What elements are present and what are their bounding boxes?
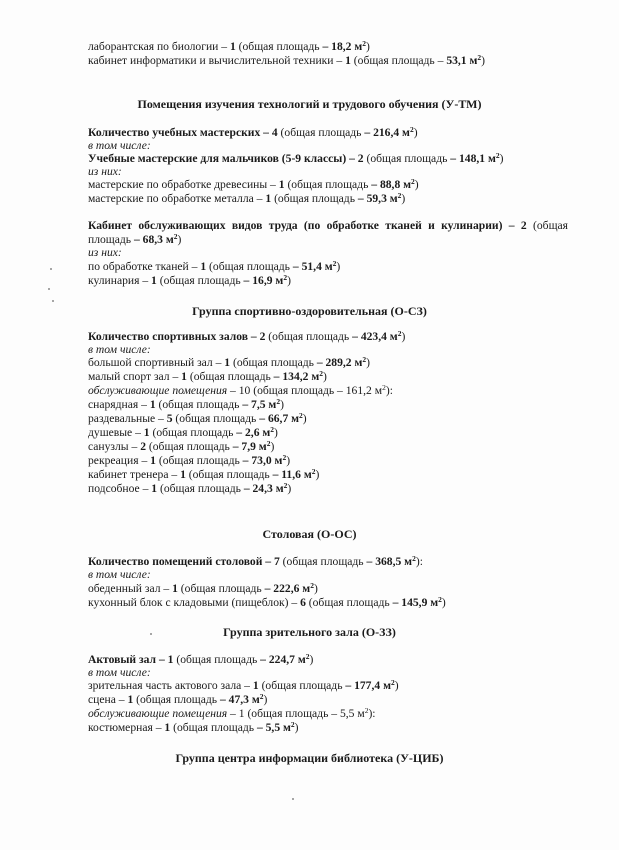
list-item: по обработке тканей – 1 (общая площадь – 51,4 $м^2$): [88, 259, 341, 273]
list-item: подсобное – 1 (общая площадь – 24,3 $м^2$): [88, 481, 292, 495]
list-item: Учебные мастерские для мальчиков (5-9 классы) – 2 (общая площадь – 148,1 $м^2$): [88, 151, 504, 165]
list-item: снарядная – 1 (общая площадь – 7,5 $м^2$): [88, 397, 284, 411]
list-item: обслуживающие помещения – 10 (общая площадь – 161,2 $м^2$):: [88, 383, 393, 397]
section-heading: Группа зрительного зала (О-ЗЗ): [223, 625, 396, 639]
section-heading: Столовая (О-ОС): [262, 527, 357, 541]
list-item: Количество помещений столовой – 7 (общая площадь – 368,5 $м^2$):: [88, 554, 423, 568]
list-item: кулинария – 1 (общая площадь – 16,9 $м^2$): [88, 273, 291, 287]
list-item: кабинет тренера – 1 (общая площадь – 11,6 $м^2$): [88, 467, 320, 481]
list-item: рекреация – 1 (общая площадь – 73,0 $м^2$): [88, 453, 291, 467]
list-item: лаборантская по биологии – 1 (общая площадь – 18,2 $м^2$): [88, 39, 370, 53]
list-item: кухонный блок с кладовыми (пищеблок) – 6 (общая площадь – 145,9 $м^2$): [88, 595, 446, 609]
list-item: Количество спортивных залов – 2 (общая площадь – 423,4 $м^2$): [88, 329, 406, 343]
list-subheading: из них:: [88, 246, 122, 259]
scan-speck: [48, 288, 50, 290]
list-item: кабинет информатики и вычислительной техники – 1 (общая площадь – 53,1 $м^2$): [88, 53, 486, 67]
scan-speck: [292, 798, 294, 800]
list-item: душевые – 1 (общая площадь – 2,6 $м^2$): [88, 425, 278, 439]
list-item: обслуживающие помещения – 1 (общая площадь – 5,5 $м^2$):: [88, 706, 376, 720]
section-heading: Группа спортивно-оздоровительная (О-СЗ): [192, 304, 427, 318]
list-item: Кабинет обслуживающих видов труда (по обработке тканей и кулинарии) – 2 (общая площадь – 68,3 $м^2$): [88, 219, 568, 246]
scan-speck: [150, 633, 152, 635]
list-item: мастерские по обработке металла – 1 (общая площадь – 59,3 $м^2$): [88, 191, 406, 205]
list-item: большой спортивный зал – 1 (общая площадь – 289,2 $м^2$): [88, 355, 371, 369]
list-item: зрительная часть актового зала – 1 (общая площадь – 177,4 $м^2$): [88, 678, 399, 692]
list-subheading: в том числе:: [88, 139, 151, 152]
scan-speck: [50, 268, 52, 270]
scan-speck: [52, 300, 54, 302]
list-item: костюмерная – 1 (общая площадь – 5,5 $м^2$): [88, 720, 299, 734]
list-subheading: в том числе:: [88, 568, 151, 581]
section-heading: Группа центра информации библиотека (У-ЦИБ): [175, 751, 444, 765]
list-item: малый спорт зал – 1 (общая площадь – 134,2 $м^2$): [88, 369, 327, 383]
section-heading: Помещения изучения технологий и трудового обучения (У-ТМ): [137, 97, 482, 111]
list-item: сцена – 1 (общая площадь – 47,3 $м^2$): [88, 692, 268, 706]
list-subheading: из них:: [88, 165, 122, 178]
list-subheading: в том числе:: [88, 666, 151, 679]
list-subheading: в том числе:: [88, 343, 151, 356]
list-item: мастерские по обработке древесины – 1 (общая площадь – 88,8 $м^2$): [88, 177, 419, 191]
list-item: Количество учебных мастерских – 4 (общая площадь – 216,4 $м^2$): [88, 125, 418, 139]
list-item: Актовый зал – 1 (общая площадь – 224,7 $м^2$): [88, 652, 314, 666]
list-item: обеденный зал – 1 (общая площадь – 222,6 $м^2$): [88, 581, 318, 595]
list-item: санузлы – 2 (общая площадь – 7,9 $м^2$): [88, 439, 275, 453]
list-item: раздевальные – 5 (общая площадь – 66,7 $м^2$): [88, 411, 307, 425]
